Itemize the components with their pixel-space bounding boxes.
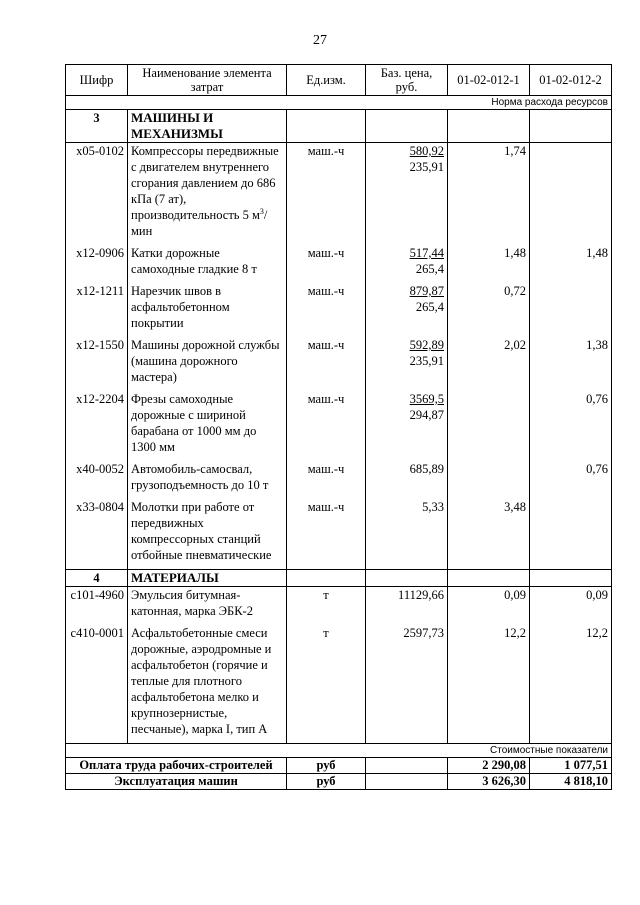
item-norm-1: 0,09: [448, 587, 530, 620]
item-unit: маш.-ч: [287, 245, 366, 277]
item-price-value: 592,89: [409, 338, 444, 352]
item-unit: маш.-ч: [287, 283, 366, 331]
header-price: Баз. цена, руб.: [366, 65, 448, 96]
item-price: [366, 625, 448, 737]
item-name: [128, 143, 287, 240]
item-price-secondary: 235,91: [409, 354, 444, 368]
item-name: [128, 625, 287, 737]
total-price: [366, 758, 448, 774]
item-name: [128, 245, 287, 277]
item-unit: маш.-ч: [287, 143, 366, 240]
empty-cell: [366, 570, 448, 587]
item-price: [366, 461, 448, 493]
item-code: х33-0804: [66, 499, 128, 563]
item-norm-2: 12,2: [530, 625, 612, 737]
item-unit: т: [287, 625, 366, 737]
item-norm-1: 12,2: [448, 625, 530, 737]
resource-norms-table: [65, 64, 612, 790]
section-title-row: [66, 570, 612, 587]
table-row: [66, 461, 612, 493]
item-norm-2: 0,09: [530, 587, 612, 620]
total-value-1: 3 626,30: [448, 774, 530, 790]
item-name-superscript: 3: [259, 206, 264, 216]
item-norm-2: [530, 143, 612, 240]
totals-row: [66, 774, 612, 790]
item-price-value: 3569,5: [409, 392, 444, 406]
item-code: с410-0001: [66, 625, 128, 737]
item-name-text: Молотки при работе от передвижных компрессорных станций отбойные пневматические: [131, 500, 272, 562]
item-name: [128, 283, 287, 331]
item-name-text: Фрезы самоходные дорожные с шириной барабана от 1000 мм до 1300 мм: [131, 392, 257, 454]
table-row: [66, 391, 612, 455]
total-value-2: 1 077,51: [530, 758, 612, 774]
section-title: МАШИНЫ И МЕХАНИЗМЫ: [128, 110, 287, 143]
header-code: Шифр: [66, 65, 128, 96]
item-unit: маш.-ч: [287, 461, 366, 493]
item-price-value: 517,44: [409, 246, 444, 260]
subheader-norms-row: [66, 96, 612, 110]
item-norm-2: 0,76: [530, 461, 612, 493]
item-price-secondary: 235,91: [409, 160, 444, 174]
table-row: [66, 499, 612, 563]
item-name-text: Машины дорожной службы (машина дорожного мастера): [131, 338, 280, 384]
total-label: Эксплуатация машин: [66, 774, 287, 790]
item-norm-1: 3,48: [448, 499, 530, 563]
item-price-secondary: 265,4: [415, 262, 444, 276]
item-code: х12-2204: [66, 391, 128, 455]
item-norm-1: 1,48: [448, 245, 530, 277]
table-header-row: [66, 65, 612, 96]
item-price: [366, 587, 448, 620]
item-price-value: 879,87: [409, 284, 444, 298]
total-label: Оплата труда рабочих-строителей: [66, 758, 287, 774]
table-row: [66, 245, 612, 277]
total-value-2: 4 818,10: [530, 774, 612, 790]
header-unit: Ед.изм.: [287, 65, 366, 96]
item-name-text: Катки дорожные самоходные гладкие 8 т: [131, 246, 257, 276]
item-name: [128, 499, 287, 563]
empty-cell: [287, 110, 366, 143]
totals-row: [66, 758, 612, 774]
item-price: [366, 283, 448, 331]
item-unit: маш.-ч: [287, 337, 366, 385]
subheader-costs-row: [66, 744, 612, 758]
item-price-value: 5,33: [422, 500, 444, 514]
item-price: [366, 391, 448, 455]
section-number: 3: [66, 110, 128, 143]
total-unit: руб: [287, 774, 366, 790]
section-title: МАТЕРИАЛЫ: [128, 570, 287, 587]
item-name-text: Автомобиль-самосвал, грузоподъемность до 10 т: [131, 462, 269, 492]
item-name-tail: /мин: [131, 208, 268, 238]
table-row: [66, 337, 612, 385]
table-row: [66, 143, 612, 240]
section-number: 4: [66, 570, 128, 587]
item-name-text: Нарезчик швов в асфальтобетонном покрытии: [131, 284, 230, 330]
item-name: [128, 391, 287, 455]
item-price: [366, 337, 448, 385]
item-norm-1: 0,72: [448, 283, 530, 331]
header-norm-1: 01-02-012-1: [448, 65, 530, 96]
item-code: х12-1211: [66, 283, 128, 331]
item-code: х12-1550: [66, 337, 128, 385]
table-row: [66, 283, 612, 331]
item-norm-2: 0,76: [530, 391, 612, 455]
item-name: [128, 337, 287, 385]
item-name-text: Асфальтобетонные смеси дорожные, аэродромные и асфальтобетон (горячие и теплые для плотного асфальтобетона мелко и крупнозернистые, песчаные), марка I, тип А: [131, 626, 272, 736]
header-norm-2: 01-02-012-2: [530, 65, 612, 96]
item-name: [128, 461, 287, 493]
item-price-value: 11129,66: [398, 588, 444, 602]
item-price-secondary: 265,4: [415, 300, 444, 314]
item-unit: маш.-ч: [287, 391, 366, 455]
item-price-value: 2597,73: [403, 626, 444, 640]
subheader-norms: Норма расхода ресурсов: [66, 96, 612, 110]
item-norm-2: [530, 283, 612, 331]
item-code: х05-0102: [66, 143, 128, 240]
item-name: [128, 587, 287, 620]
subheader-costs: Стоимостные показатели: [66, 744, 612, 758]
empty-cell: [530, 570, 612, 587]
item-norm-2: [530, 499, 612, 563]
item-code: х12-0906: [66, 245, 128, 277]
item-norm-1: [448, 391, 530, 455]
item-price-secondary: 294,87: [409, 408, 444, 422]
header-name: Наименование элемента затрат: [128, 65, 287, 96]
table-row: [66, 587, 612, 620]
item-norm-1: 2,02: [448, 337, 530, 385]
total-value-1: 2 290,08: [448, 758, 530, 774]
section-title-row: [66, 110, 612, 143]
item-price-value: 580,92: [409, 144, 444, 158]
item-unit: т: [287, 587, 366, 620]
total-unit: руб: [287, 758, 366, 774]
totals-body: [66, 758, 612, 790]
empty-cell: [287, 570, 366, 587]
item-norm-1: 1,74: [448, 143, 530, 240]
empty-cell: [530, 110, 612, 143]
empty-cell: [366, 110, 448, 143]
page-number: 27: [313, 33, 327, 48]
item-norm-2: 1,38: [530, 337, 612, 385]
item-name-text: Компрессоры передвижные с двигателем внутреннего сгорания давлением до 686 кПа (7 ат), производительность 5 м: [131, 144, 279, 222]
empty-cell: [448, 110, 530, 143]
table-row: [66, 625, 612, 737]
item-code: с101-4960: [66, 587, 128, 620]
item-norm-1: [448, 461, 530, 493]
item-code: х40-0052: [66, 461, 128, 493]
item-norm-2: 1,48: [530, 245, 612, 277]
item-price: [366, 245, 448, 277]
item-name-text: Эмульсия битумная-катонная, марка ЭБК-2: [131, 588, 253, 618]
total-price: [366, 774, 448, 790]
table-body: [66, 110, 612, 744]
item-price-value: 685,89: [409, 462, 444, 476]
item-price: [366, 143, 448, 240]
empty-cell: [448, 570, 530, 587]
item-price: [366, 499, 448, 563]
item-unit: маш.-ч: [287, 499, 366, 563]
